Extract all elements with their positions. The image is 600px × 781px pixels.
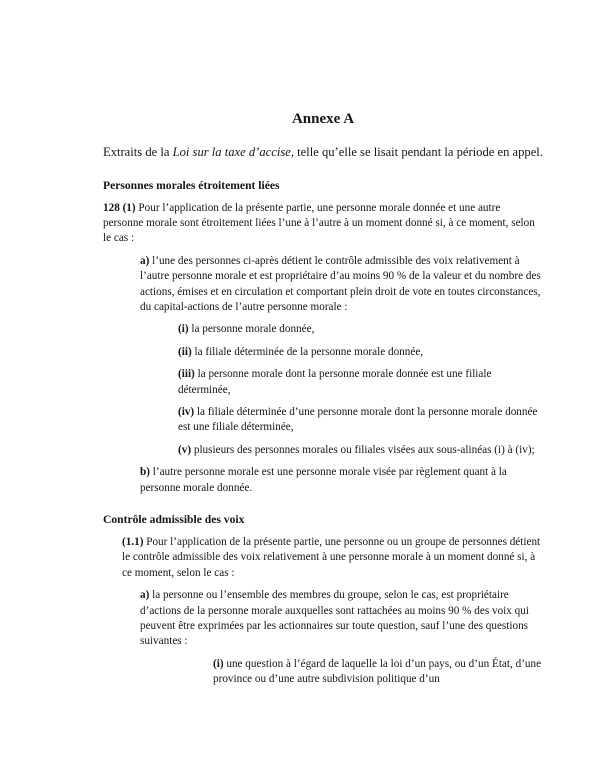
subclause-iv bbox=[178, 405, 543, 436]
intro-text-pre: Extraits de la bbox=[103, 145, 173, 159]
subclause-ii bbox=[178, 345, 543, 360]
clause-128-1 bbox=[103, 201, 543, 247]
subclause-v-text: plusieurs des personnes morales ou filiales visées aux sous-alinéas (i) à (iv); bbox=[191, 443, 535, 456]
subclause-ii-text: la filiale déterminée de la personne morale donnée, bbox=[191, 345, 424, 358]
clause-1-1-text: Pour l’application de la présente partie, une personne ou un groupe de personnes détient le contrôle admissible des voix relativement à une personne morale à un moment donné si, à ce moment, selon le cas : bbox=[122, 536, 541, 579]
clause-b-text: l’autre personne morale est une personne morale visée par règlement quant à la personne morale donnée. bbox=[140, 466, 507, 494]
clause-1-1-a-marker: a) bbox=[140, 589, 150, 602]
subclause-1-1-a-i bbox=[213, 657, 553, 688]
clause-b-marker: b) bbox=[140, 466, 150, 479]
clause-a-marker: a) bbox=[140, 254, 150, 267]
subclause-iv-marker: (iv) bbox=[178, 405, 195, 418]
section-heading-controle-admissible: Contrôle admissible des voix bbox=[103, 513, 245, 526]
clause-128-1-text: Pour l’application de la présente partie, une personne morale donnée et une autre personne morale sont étroitement liées l’une à l’autre à un moment donné si, à ce moment, selon le cas : bbox=[103, 201, 535, 245]
subclause-i-marker: (i) bbox=[178, 323, 189, 336]
subclause-v bbox=[178, 443, 543, 458]
intro-paragraph bbox=[103, 144, 543, 162]
clause-a-text: l’une des personnes ci-après détient le contrôle admissible des voix relativement à l’autre personne morale et est propriétaire d’au moins 90 % de la valeur et du nombre des actions, émises et en circulation et comportant plein droit de vote en toutes circonstances, du capital-actions de l’autre personne morale : bbox=[140, 254, 541, 313]
subclause-ii-marker: (ii) bbox=[178, 345, 192, 358]
clause-1-1-marker: (1.1) bbox=[122, 536, 144, 548]
page-title: Annexe A bbox=[291, 111, 355, 127]
section-heading-personnes-morales: Personnes morales étroitement liées bbox=[103, 178, 280, 192]
subclause-i bbox=[178, 322, 543, 337]
intro-text-post: telle qu’elle se lisait pendant la période en appel. bbox=[293, 145, 543, 159]
act-title-italic: Loi sur la taxe d’accise, bbox=[172, 145, 294, 159]
subclause-i-text: la personne morale donnée, bbox=[188, 323, 315, 336]
subclause-1-1-a-i-marker: (i) bbox=[213, 657, 224, 670]
clause-128-1-marker: 128 (1) bbox=[103, 201, 136, 214]
subclause-iii bbox=[178, 367, 543, 398]
subclause-v-marker: (v) bbox=[178, 443, 192, 456]
clause-1-1-a-text: la personne ou l’ensemble des membres du groupe, selon le cas, est propriétaire d’actions de la personne morale auxquelles sont rattachées au moins 90 % des voix qui peuvent être exprimées par les actionnaires sur toute question, sauf l’une des questions suivantes : bbox=[140, 589, 529, 648]
subclause-iii-text: la personne morale dont la personne morale donnée est une filiale déterminée, bbox=[178, 368, 492, 396]
clause-1-1-a bbox=[140, 588, 543, 650]
clause-a bbox=[140, 254, 543, 316]
subclause-1-1-a-i-text: une question à l’égard de laquelle la loi d’un pays, ou d’un État, d’une province ou d’une autre subdivision politique d’un bbox=[213, 657, 542, 686]
subclause-iii-marker: (iii) bbox=[178, 368, 195, 381]
clause-b bbox=[140, 465, 543, 496]
clause-1-1 bbox=[122, 535, 543, 581]
subclause-iv-text: la filiale déterminée d’une personne morale dont la personne morale donnée est une filiale déterminée, bbox=[178, 405, 538, 434]
